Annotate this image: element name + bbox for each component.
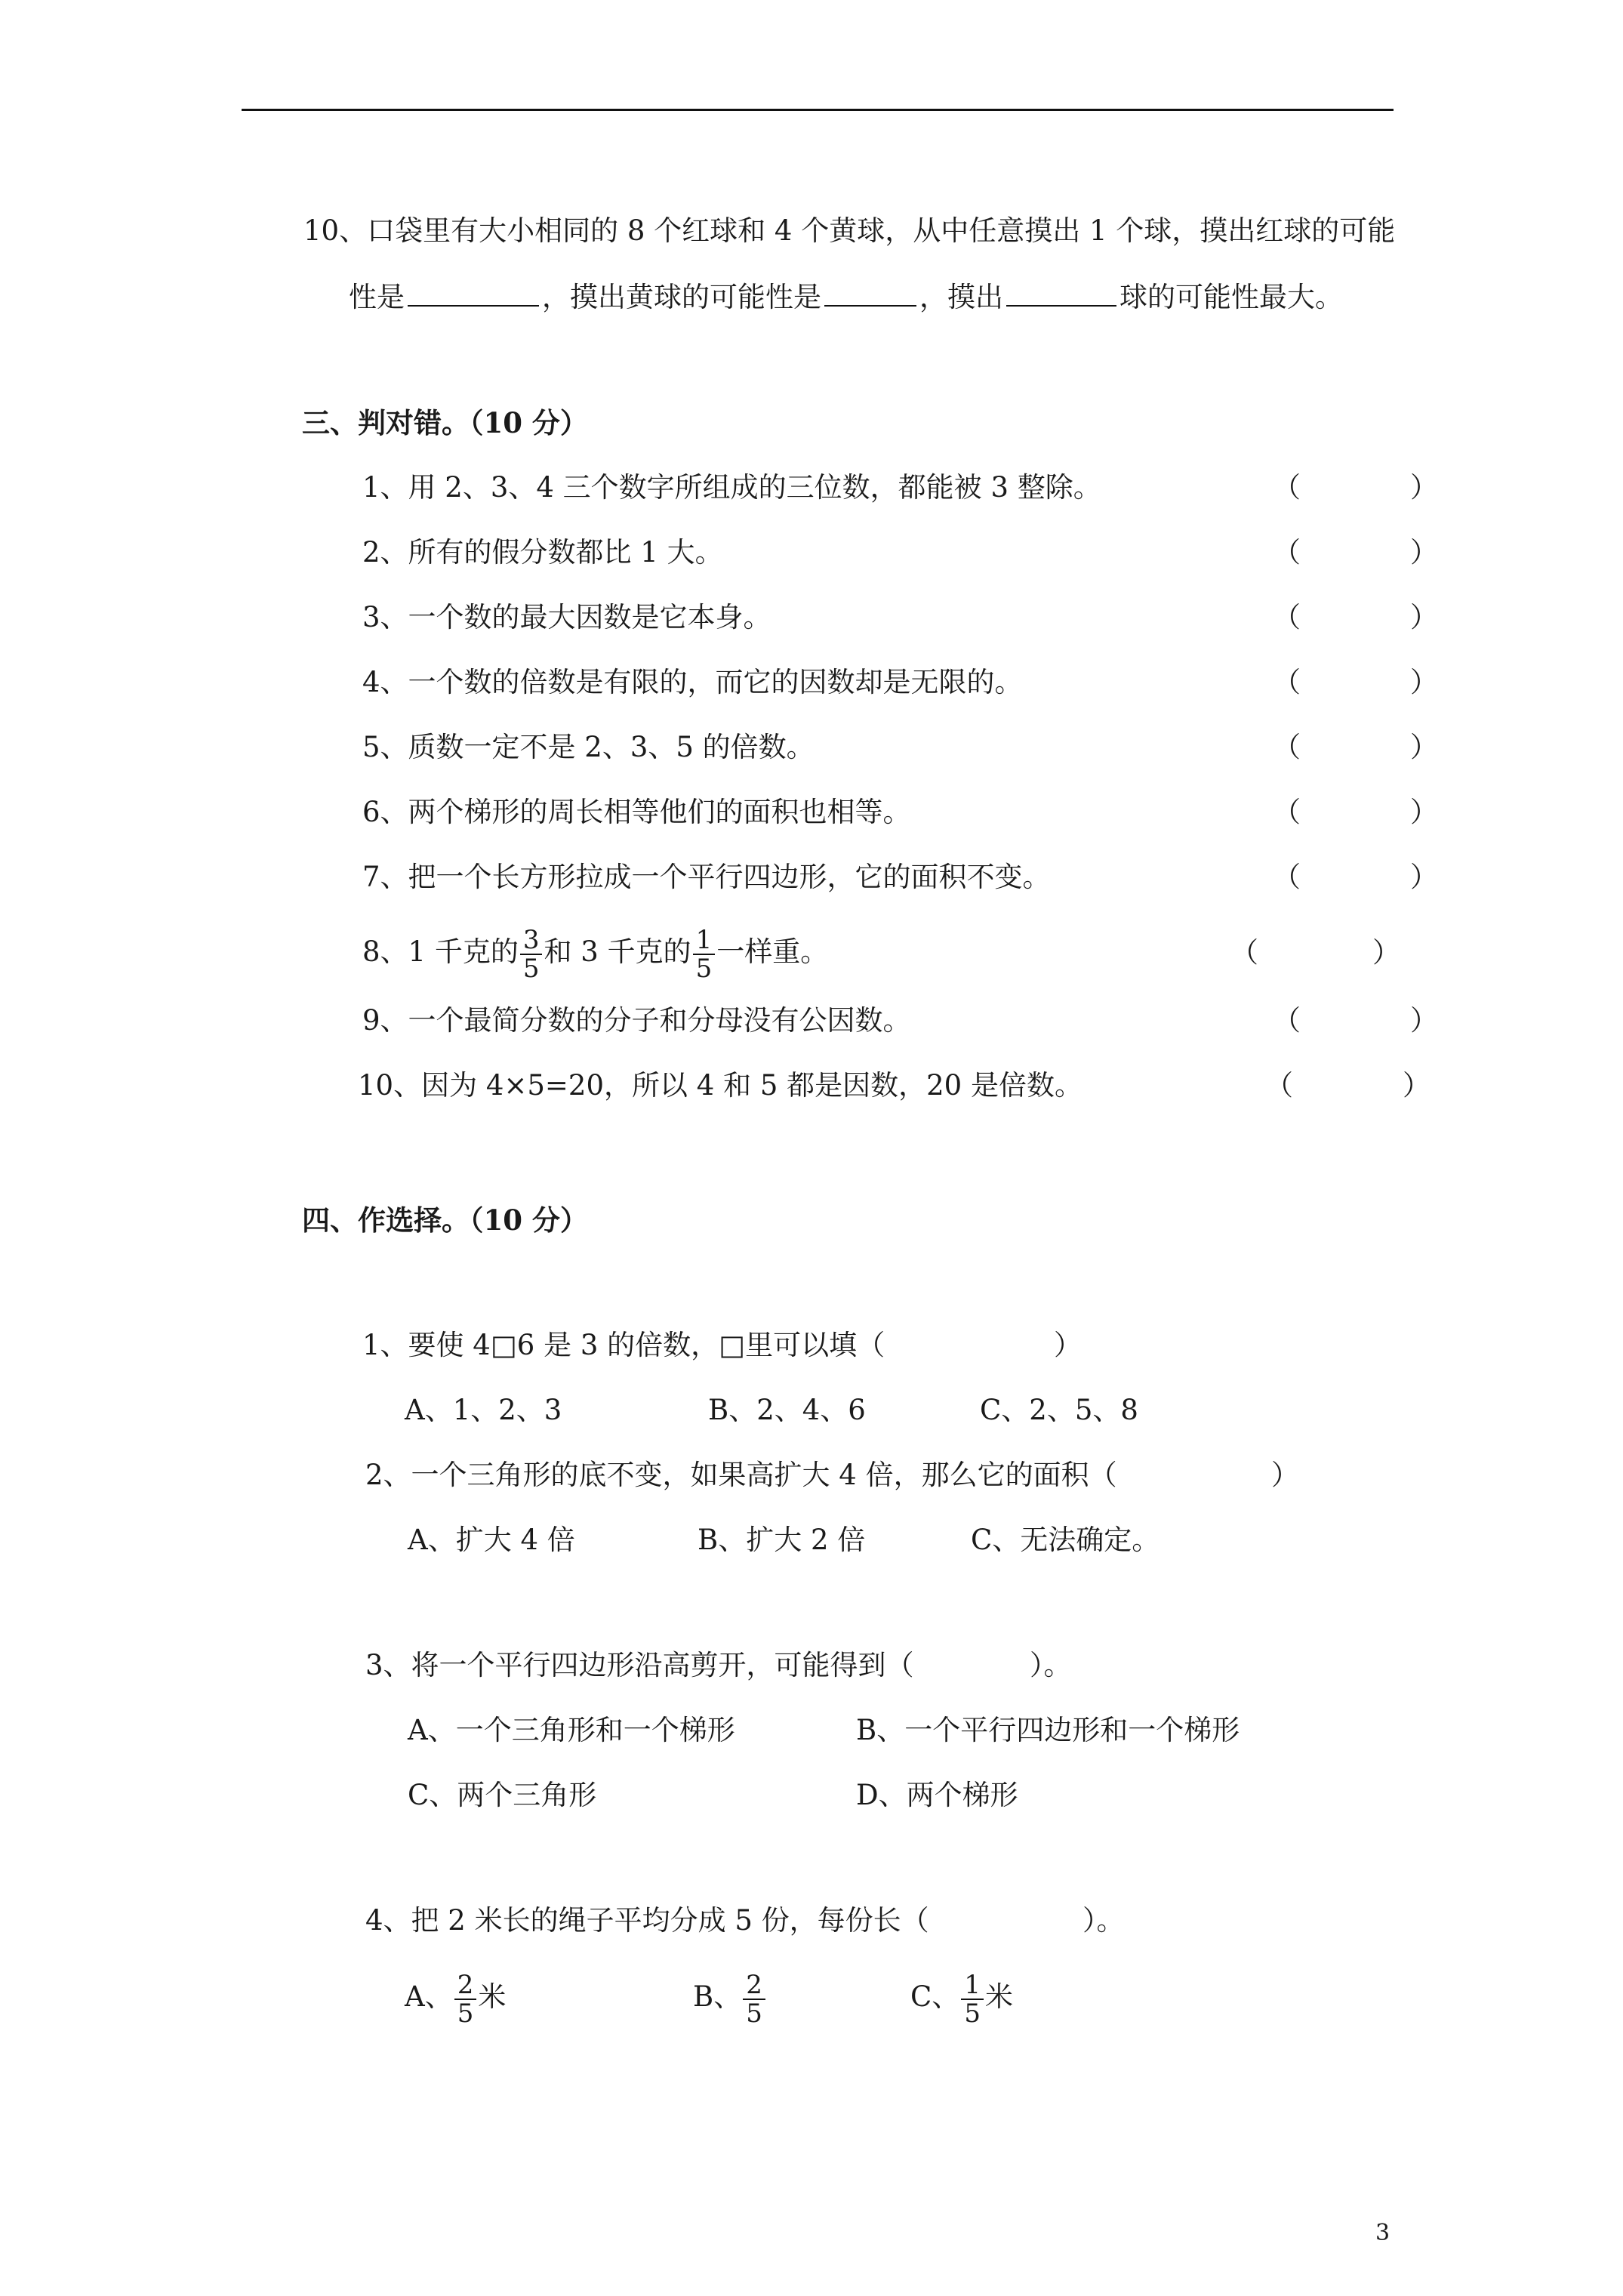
choice-q4-option-a[interactable] <box>405 1963 506 2031</box>
choice-q1-close: ） <box>1054 1329 1082 1361</box>
choice-q4-close: ）。 <box>1083 1904 1125 1937</box>
judge-answer-3-open[interactable]: （ <box>1273 601 1301 633</box>
choice-q1-option-b[interactable]: B、2、4、6 <box>708 1394 866 1426</box>
fraction-denominator: 5 <box>457 1998 474 2029</box>
fraction-numerator: 1 <box>961 1971 984 2000</box>
choice-q4-a-prefix: A、 <box>405 1980 453 2013</box>
choice-q3-option-a[interactable]: A、一个三角形和一个梯形 <box>408 1714 735 1746</box>
fill-q10-text-a: 性是 <box>349 281 405 313</box>
fraction-numerator: 3 <box>520 926 543 955</box>
judge-answer-4-open[interactable]: （ <box>1273 666 1301 698</box>
page-number: 3 <box>1375 2220 1390 2246</box>
choice-q4-option-c[interactable] <box>910 1963 1013 2031</box>
judge-answer-7-open[interactable]: （ <box>1273 861 1301 893</box>
judge-answer-2-close: ） <box>1410 536 1438 569</box>
judge-answer-5-open[interactable]: （ <box>1273 731 1301 763</box>
choice-q3-stem: 3、将一个平行四边形沿高剪开，可能得到（ <box>365 1649 914 1681</box>
judge-item-3: 3、一个数的最大因数是它本身。 <box>362 601 771 633</box>
judge-answer-6-close: ） <box>1410 796 1438 828</box>
fill-q10-line1: 10、口袋里有大小相同的 8 个红球和 4 个黄球，从中任意摸出 1 个球，摸出红球的可能 <box>303 214 1396 247</box>
fraction-one-fifth <box>693 926 716 982</box>
judge-item-1: 1、用 2、3、4 三个数字所组成的三位数，都能被 3 整除。 <box>362 471 1101 504</box>
judge-answer-9-close: ） <box>1410 1004 1438 1037</box>
choice-q4-a-unit: 米 <box>478 1980 507 2013</box>
judge-answer-6-open[interactable]: （ <box>1273 796 1301 828</box>
judge-answer-7-close: ） <box>1410 861 1438 893</box>
judge-heading: 三、判对错。（10 分） <box>302 406 588 439</box>
fraction-numerator: 2 <box>743 1971 765 2000</box>
judge-item-8-mid: 和 3 千克的 <box>544 935 691 968</box>
fraction-denominator: 5 <box>746 1998 762 2029</box>
fraction-numerator: 1 <box>693 926 716 955</box>
choice-q3-option-c[interactable]: C、两个三角形 <box>408 1779 597 1811</box>
fill-q10-line2 <box>349 279 1343 314</box>
choice-q4-b-prefix: B、 <box>693 1980 742 2013</box>
choice-q4-c-prefix: C、 <box>910 1980 960 2013</box>
choice-q3-option-d[interactable]: D、两个梯形 <box>856 1779 1018 1811</box>
judge-item-10: 10、因为 4×5=20，所以 4 和 5 都是因数，20 是倍数。 <box>358 1069 1083 1102</box>
choice-q3-close: ）。 <box>1030 1649 1072 1681</box>
judge-answer-1-close: ） <box>1410 471 1438 504</box>
judge-answer-9-open[interactable]: （ <box>1273 1004 1301 1037</box>
fraction-two-fifths <box>454 1971 477 2027</box>
judge-item-8-prefix: 8、1 千克的 <box>362 935 519 968</box>
judge-item-8-suffix: 一样重。 <box>716 935 829 968</box>
choice-q2-stem: 2、一个三角形的底不变，如果高扩大 4 倍，那么它的面积（ <box>365 1459 1117 1491</box>
fill-blank-red-probability[interactable] <box>408 279 539 307</box>
judge-answer-10-open[interactable]: （ <box>1265 1069 1293 1102</box>
judge-item-5: 5、质数一定不是 2、3、5 的倍数。 <box>362 731 815 763</box>
fill-blank-most-likely-ball[interactable] <box>1006 279 1116 307</box>
fill-blank-yellow-probability[interactable] <box>824 279 916 307</box>
choice-q4-option-b[interactable] <box>693 1963 767 2031</box>
fill-q10-text-b: ，摸出黄球的可能性是 <box>542 281 821 313</box>
judge-answer-1-open[interactable]: （ <box>1273 471 1301 504</box>
choice-q2-option-a[interactable]: A、扩大 4 倍 <box>408 1524 575 1556</box>
choice-q2-option-b[interactable]: B、扩大 2 倍 <box>698 1524 866 1556</box>
choice-heading: 四、作选择。（10 分） <box>302 1203 588 1237</box>
choice-q1-stem: 1、要使 4□6 是 3 的倍数，□里可以填（ <box>362 1329 885 1361</box>
fraction-denominator: 5 <box>522 953 540 984</box>
judge-item-2: 2、所有的假分数都比 1 大。 <box>362 536 723 569</box>
fraction-one-fifth <box>961 1971 984 2027</box>
choice-q1-option-c[interactable]: C、2、5、8 <box>980 1394 1138 1426</box>
fill-q10-text-d: 球的可能性最大。 <box>1119 281 1343 313</box>
fraction-denominator: 5 <box>964 1998 981 2029</box>
choice-q1-option-a[interactable]: A、1、2、3 <box>405 1394 562 1426</box>
judge-answer-3-close: ） <box>1410 601 1438 633</box>
judge-item-9: 9、一个最简分数的分子和分母没有公因数。 <box>362 1004 911 1037</box>
choice-q4-stem: 4、把 2 米长的绳子平均分成 5 份，每份长（ <box>365 1904 929 1937</box>
judge-answer-4-close: ） <box>1410 666 1438 698</box>
fraction-two-fifths <box>743 1971 765 2027</box>
judge-item-4: 4、一个数的倍数是有限的，而它的因数却是无限的。 <box>362 666 1023 698</box>
judge-answer-8-close: ） <box>1372 936 1400 969</box>
fill-q10-text-c: ，摸出 <box>919 281 1003 313</box>
judge-answer-5-close: ） <box>1410 731 1438 763</box>
judge-answer-8-open[interactable]: （ <box>1230 936 1258 969</box>
judge-answer-2-open[interactable]: （ <box>1273 536 1301 569</box>
fraction-denominator: 5 <box>695 953 713 984</box>
fraction-numerator: 2 <box>454 1971 477 2000</box>
judge-item-7: 7、把一个长方形拉成一个平行四边形，它的面积不变。 <box>362 861 1051 893</box>
judge-answer-10-close: ） <box>1403 1069 1431 1102</box>
judge-item-6: 6、两个梯形的周长相等他们的面积也相等。 <box>362 796 911 828</box>
choice-q4-c-unit: 米 <box>984 1980 1013 2013</box>
choice-q3-option-b[interactable]: B、一个平行四边形和一个梯形 <box>856 1714 1240 1746</box>
judge-item-8 <box>362 918 828 986</box>
fraction-three-fifths <box>520 926 543 982</box>
choice-q2-option-c[interactable]: C、无法确定。 <box>971 1524 1160 1556</box>
header-rule <box>242 109 1394 111</box>
choice-q2-close: ） <box>1271 1459 1299 1491</box>
